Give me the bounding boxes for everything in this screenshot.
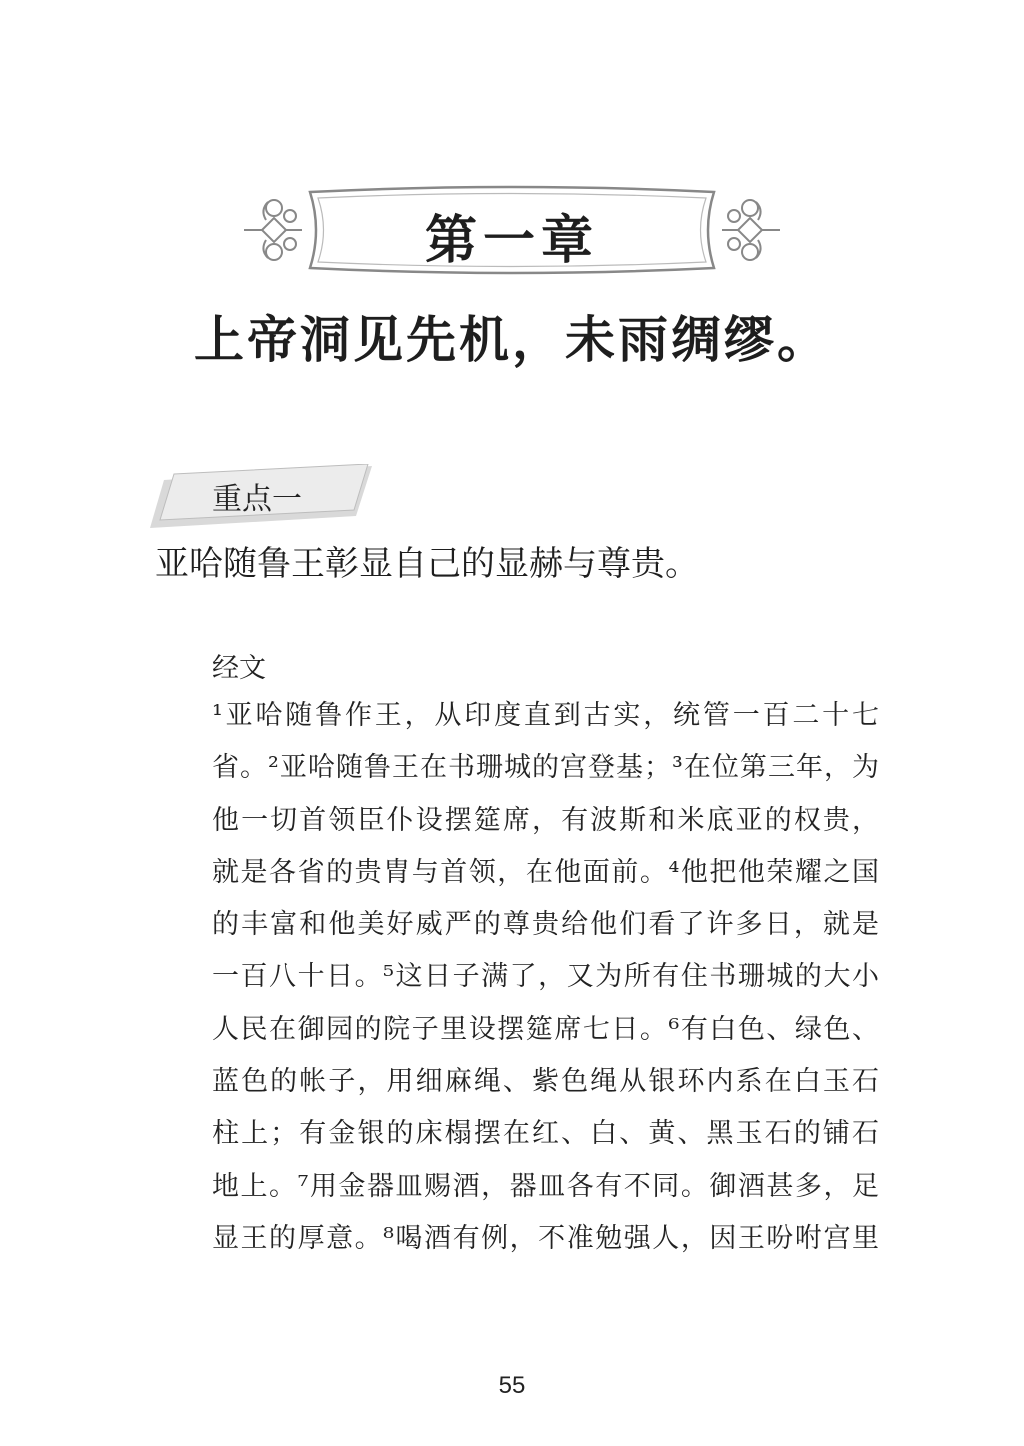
- chapter-number: 第一章: [424, 210, 599, 271]
- scripture-body: [212, 690, 880, 1265]
- scripture-heading: 经文: [212, 653, 266, 684]
- scripture-line: 显王的厚意。⁸喝酒有例，不准勉强人，因王吩咐宫里: [212, 1222, 880, 1254]
- keypoint-label: 重点一: [212, 482, 302, 517]
- scripture-line: 他一切首领臣仆设摆筵席，有波斯和米底亚的权贵，: [212, 804, 880, 836]
- chapter-banner: [240, 180, 784, 280]
- scripture-line: 柱上；有金银的床榻摆在红、白、黄、黑玉石的铺石: [212, 1118, 880, 1150]
- keypoint-tab: [150, 464, 375, 528]
- scripture-line: 就是各省的贵胄与首领，在他面前。⁴他把他荣耀之国: [212, 856, 880, 888]
- scripture-line: ¹亚哈随鲁作王，从印度直到古实，统管一百二十七: [212, 700, 880, 731]
- scripture-line: 的丰富和他美好威严的尊贵给他们看了许多日，就是: [212, 909, 880, 941]
- scripture-line: 蓝色的帐子，用细麻绳、紫色绳从银环内系在白玉石: [212, 1066, 880, 1098]
- scripture-line: 人民在御园的院子里设摆筵席七日。⁶有白色、绿色、: [212, 1013, 880, 1045]
- page-number: 55: [498, 1372, 526, 1399]
- chapter-title: 上帝洞见先机，未雨绸缪。: [194, 310, 830, 369]
- scripture-line: 一百八十日。⁵这日子满了，又为所有住书珊城的大小: [212, 961, 880, 993]
- keypoint-text: 亚哈随鲁王彰显自己的显赫与尊贵。: [155, 544, 699, 584]
- scripture-line: 省。²亚哈随鲁王在书珊城的宫登基；³在位第三年，为: [212, 752, 880, 784]
- scripture-line: 地上。⁷用金器皿赐酒，器皿各有不同。御酒甚多，足: [212, 1170, 880, 1202]
